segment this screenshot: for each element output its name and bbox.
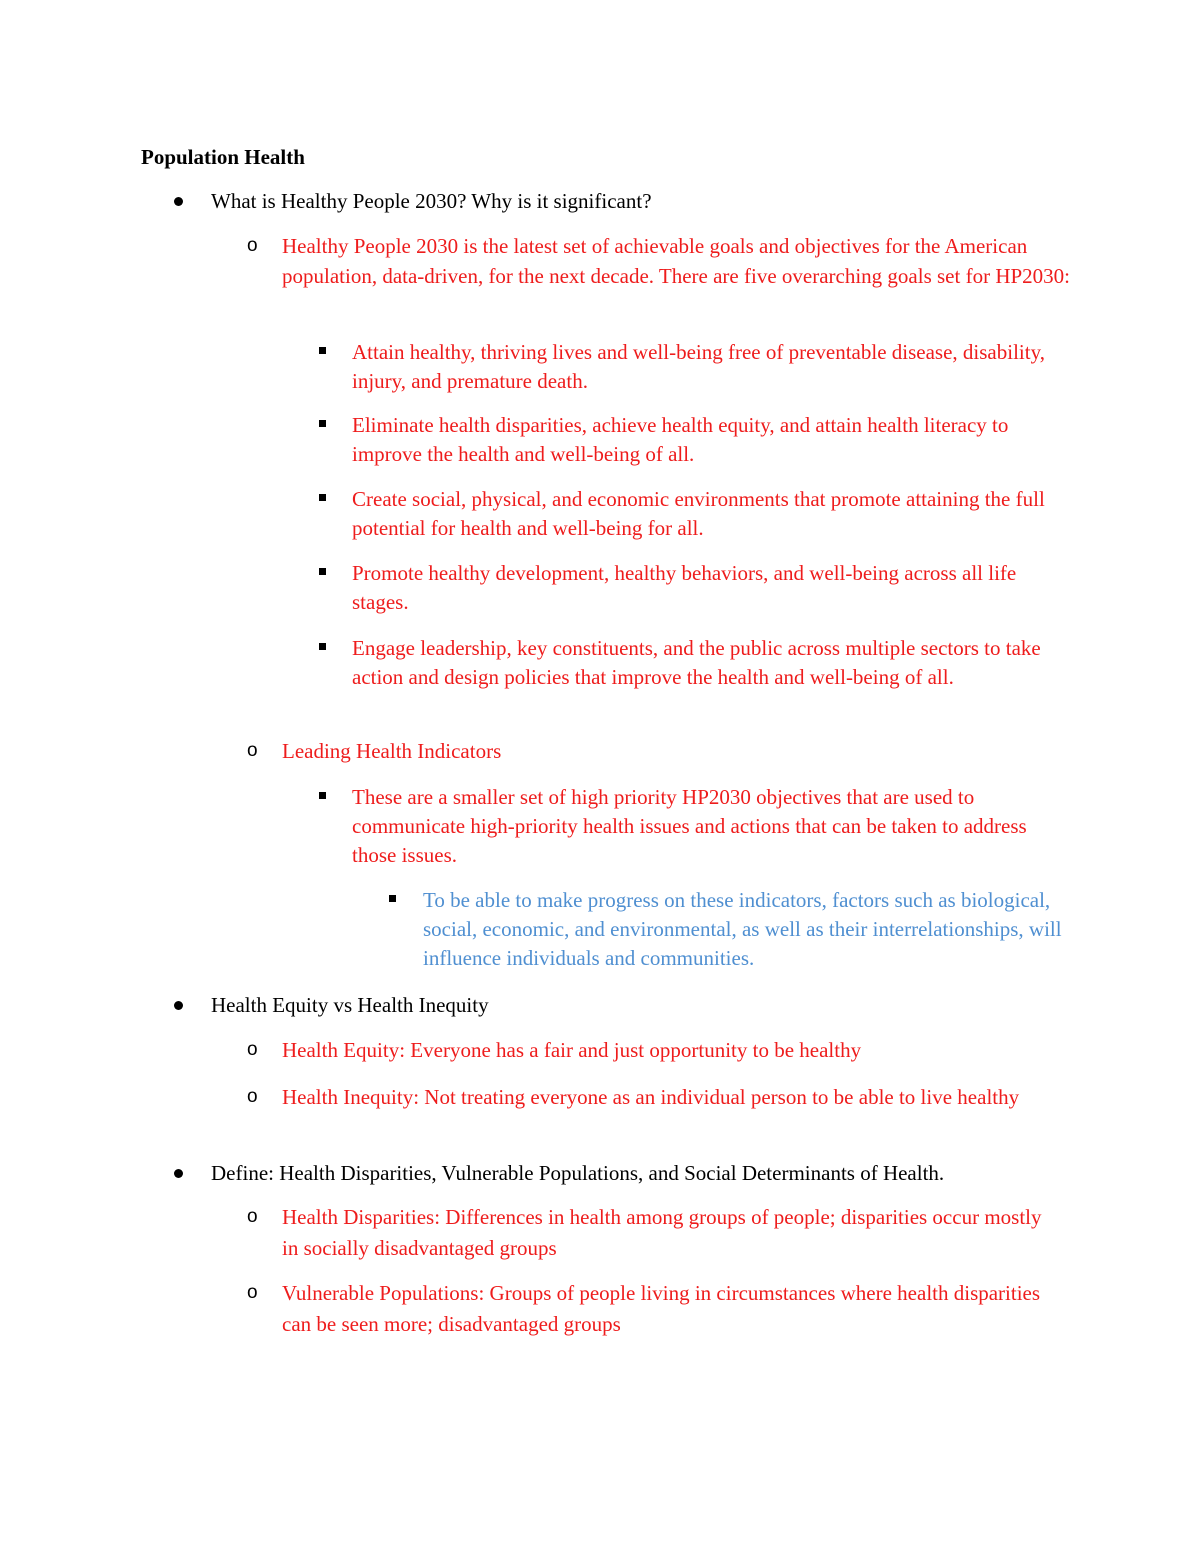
list-item-text: Health Inequity: Not treating everyone as an individual person to be able to live healthy: [282, 1085, 1020, 1109]
list-item-text: Engage leadership, key constituents, and the public across multiple sectors to take action and design policies that improve the health and well-being of all.: [352, 636, 1041, 689]
circle-bullet-icon: o: [247, 1206, 258, 1227]
square-bullet-icon: [319, 643, 326, 650]
list-item-text: Health Equity vs Health Inequity: [211, 993, 489, 1017]
list-item-text: What is Healthy People 2030? Why is it significant?: [211, 189, 652, 213]
square-bullet-icon: [319, 347, 326, 354]
list-item-text: Promote healthy development, healthy behaviors, and well-being across all life stages.: [352, 561, 1017, 614]
circle-bullet-icon: o: [247, 1086, 258, 1107]
list-item-text: Health Equity: Everyone has a fair and just opportunity to be healthy: [282, 1038, 862, 1062]
list-item-text: Vulnerable Populations: Groups of people living in circumstances where health disparities can be seen more; disadvantaged groups: [282, 1281, 1041, 1336]
list-item-text: Define: Health Disparities, Vulnerable Populations, and Social Determinants of Health.: [211, 1161, 945, 1185]
square-bullet-icon: [319, 420, 326, 427]
list-item-text: Eliminate health disparities, achieve health equity, and attain health literacy to improve the health and well-being of all.: [352, 413, 1009, 466]
square-bullet-icon: [389, 895, 396, 902]
circle-bullet-icon: o: [247, 1039, 258, 1060]
list-item-text: Create social, physical, and economic environments that promote attaining the full potential for health and well-being for all.: [352, 487, 1045, 540]
list-item-text: To be able to make progress on these indicators, factors such as biological, social, economic, and environmental, as well as their interrelationships, will influence individuals and communities.: [423, 888, 1062, 970]
square-bullet-icon: [319, 792, 326, 799]
list-item-text: Health Disparities: Differences in health among groups of people; disparities occur mostly in socially disadvantaged groups: [282, 1205, 1042, 1260]
document-title: Population Health: [141, 145, 305, 169]
list-item-text: Healthy People 2030 is the latest set of achievable goals and objectives for the American population, data-driven, for the next decade. There are five overarching goals set for HP2030:: [282, 234, 1070, 288]
square-bullet-icon: [319, 568, 326, 575]
square-bullet-icon: [319, 494, 326, 501]
circle-bullet-icon: o: [247, 235, 258, 256]
circle-bullet-icon: o: [247, 740, 258, 761]
list-item-text: These are a smaller set of high priority HP2030 objectives that are used to communicate high-priority health issues and actions that can be taken to address those issues.: [352, 785, 1027, 867]
disc-bullet-icon: [174, 1001, 183, 1010]
list-item-text: Attain healthy, thriving lives and well-being free of preventable disease, disability, injury, and premature death.: [352, 340, 1045, 393]
disc-bullet-icon: [174, 197, 183, 206]
disc-bullet-icon: [174, 1169, 183, 1178]
circle-bullet-icon: o: [247, 1282, 258, 1303]
list-item-text: Leading Health Indicators: [282, 739, 502, 763]
